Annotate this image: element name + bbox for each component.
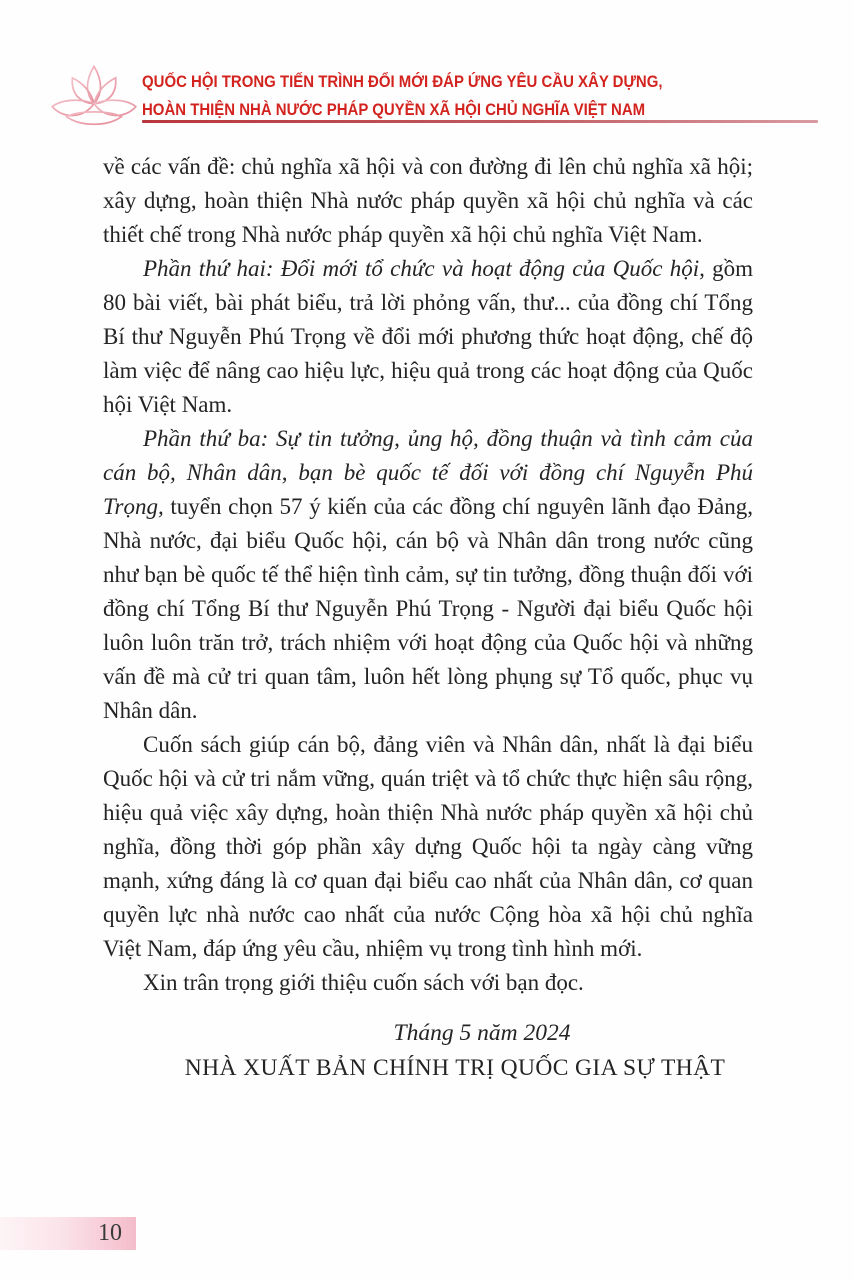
paragraph-run-italic: Phần thứ hai: Đổi mới tổ chức và hoạt động của Quốc hội, [143, 256, 705, 281]
page-number-bar [0, 1217, 136, 1250]
header-rule [142, 120, 818, 123]
running-head [142, 68, 758, 124]
paragraph [103, 728, 753, 966]
page-number: 10 [98, 1220, 122, 1246]
running-head-line2: HOÀN THIỆN NHÀ NƯỚC PHÁP QUYỀN XÃ HỘI CHỦ NGHĨA VIỆT NAM [142, 100, 646, 119]
lotus-icon [50, 62, 138, 134]
paragraph [103, 966, 753, 1000]
paragraph-run: về các vấn đề: chủ nghĩa xã hội và con đường đi lên chủ nghĩa xã hội; xây dựng, hoàn thiện Nhà nước pháp quyền xã hội chủ nghĩa và các thiết chế trong Nhà nước pháp quyền xã hội chủ nghĩa Việt Nam. [103, 154, 753, 247]
paragraph-run: Cuốn sách giúp cán bộ, đảng viên và Nhân dân, nhất là đại biểu Quốc hội và cử tri nắm vững, quán triệt và tổ chức thực hiện sâu rộng, hiệu quả việc xây dựng, hoàn thiện Nhà nước pháp quyền xã hội chủ nghĩa, đồng thời góp phần xây dựng Quốc hội ta ngày càng vững mạnh, xứng đáng là cơ quan đại biểu cao nhất của Nhân dân, cơ quan quyền lực nhà nước cao nhất của nước Cộng hòa xã hội chủ nghĩa Việt Nam, đáp ứng yêu cầu, nhiệm vụ trong tình hình mới. [103, 732, 753, 961]
paragraph [103, 150, 753, 252]
paragraph-run: tuyển chọn 57 ý kiến của các đồng chí nguyên lãnh đạo Đảng, Nhà nước, đại biểu Quốc hội, cán bộ và Nhân dân trong nước cũng như bạn bè quốc tế thể hiện tình cảm, sự tin tưởng, đồng thuận đối với đồng chí Tổng Bí thư Nguyễn Phú Trọng - Người đại biểu Quốc hội luôn luôn trăn trở, trách nhiệm với hoạt động của Quốc hội và những vấn đề mà cử tri quan tâm, luôn hết lòng phụng sự Tổ quốc, phục vụ Nhân dân. [103, 494, 753, 723]
date-line: Tháng 5 năm 2024 [393, 1020, 571, 1046]
publisher-line: NHÀ XUẤT BẢN CHÍNH TRỊ QUỐC GIA SỰ THẬT [184, 1055, 726, 1081]
paragraph-run-italic: Phần thứ ba: Sự tin tưởng, ủng hộ, đồng thuận và tình cảm của cán bộ, Nhân dân, bạn bè quốc tế đối với đồng chí Nguyễn Phú Trọng, [103, 426, 753, 519]
paragraph [103, 252, 753, 422]
page-body [103, 150, 753, 1086]
running-head-line1: QUỐC HỘI TRONG TIẾN TRÌNH ĐỔI MỚI ĐÁP ỨNG YÊU CẦU XÂY DỰNG, [142, 72, 663, 91]
paragraph-run: gồm 80 bài viết, bài phát biểu, trả lời phỏng vấn, thư... của đồng chí Tổng Bí thư Nguyễn Phú Trọng về đổi mới phương thức hoạt động, chế độ làm việc để nâng cao hiệu lực, hiệu quả trong các hoạt động của Quốc hội Việt Nam. [103, 256, 753, 417]
paragraph [103, 422, 753, 728]
paragraph-run: Xin trân trọng giới thiệu cuốn sách với bạn đọc. [143, 970, 584, 995]
